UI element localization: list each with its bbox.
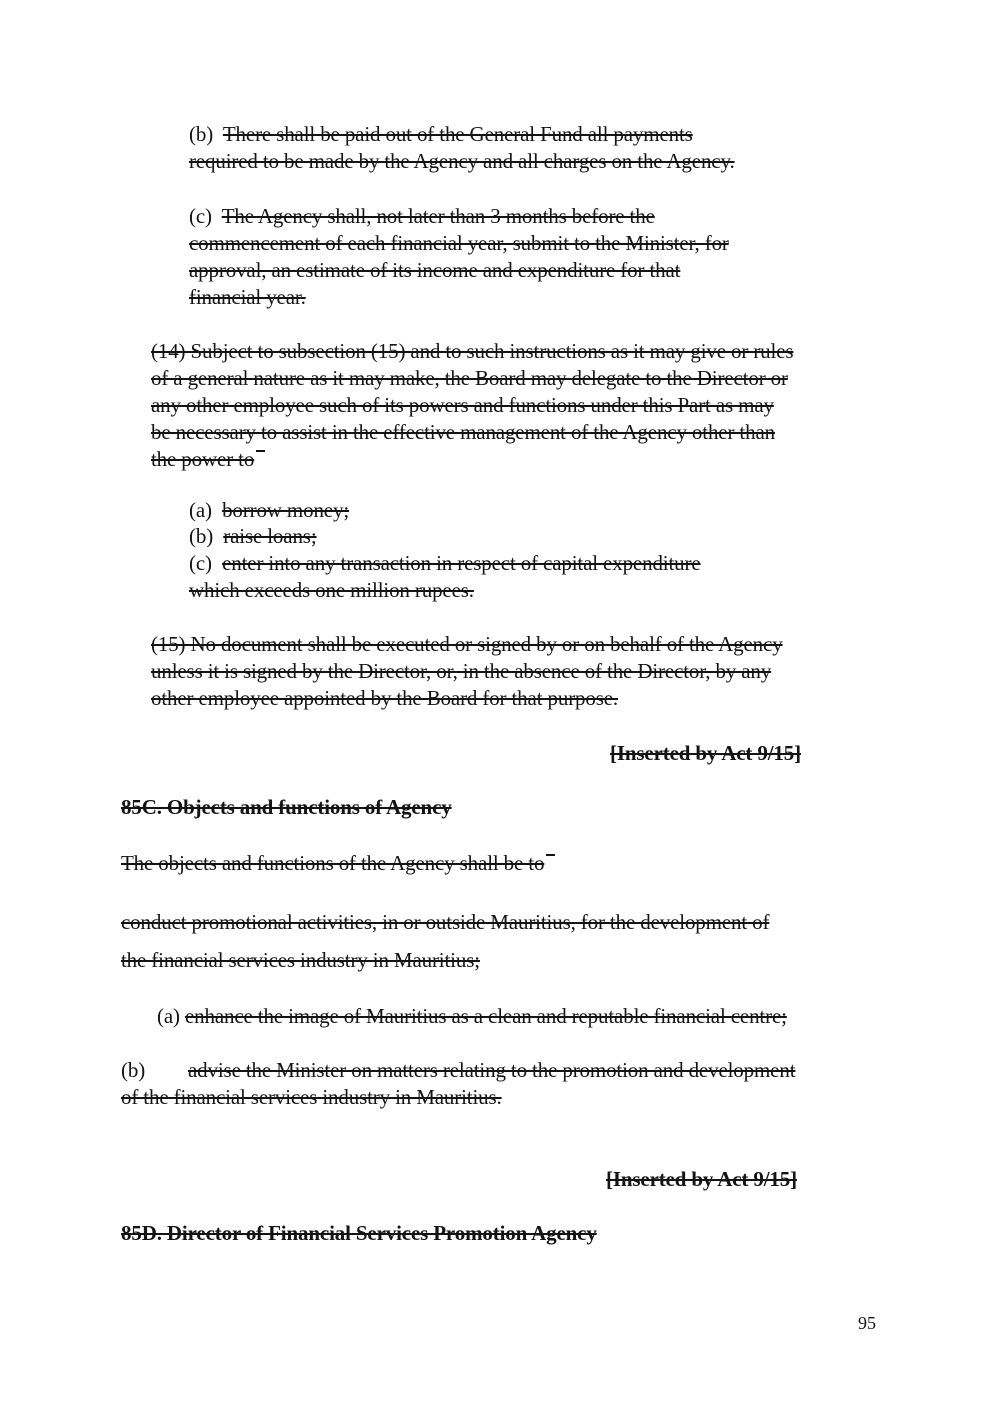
insertion-note: [Inserted by Act 9/15] [610,741,801,765]
section-85c-item-b [121,1057,795,1084]
subsection-14-line-2: of a general nature as it may make, the Board may delegate to the Director or [151,366,788,390]
item-label: (a) [157,1004,180,1028]
item-c-line-3: approval, an estimate of its income and expenditure for that [189,258,681,282]
struck-text: advise the Minister on matters relating to the promotion and development [188,1058,796,1082]
struck-text: raise loans; [223,524,317,548]
item-label: (b) [189,122,214,146]
section-85c-para-line-1: conduct promotional activities, in or outside Mauritius, for the development of [121,910,770,934]
subsection-15-line-2: unless it is signed by the Director, or, in the absence of the Director, by any [151,659,772,683]
struck-text: borrow money; [222,498,350,522]
item-c-line-2: commencement of each financial year, submit to the Minister, for [189,231,729,255]
section-heading-85d: 85D. Director of Financial Services Promotion Agency [121,1221,597,1245]
em-dash [546,854,555,856]
item-c-line-4: financial year. [189,285,306,309]
section-85c-para-line-2: the financial services industry in Mauritius; [121,948,480,972]
struck-text: The Agency shall, not later than 3 months before the [221,204,655,228]
item-label: (b) [189,524,214,548]
item-label: (c) [189,551,212,575]
item-b-line-2: required to be made by the Agency and all charges on the Agency. [189,149,735,173]
subsection-15-line-3: other employee appointed by the Board for that purpose. [151,686,619,710]
item-label: (b) [121,1058,146,1082]
struck-text: There shall be paid out of the General Fund all payments [222,122,693,146]
subsection-14-line-3: any other employee such of its powers and functions under this Part as may [151,393,774,417]
list-item-a [189,497,349,524]
list-item-b [189,523,317,550]
struck-text: The objects and functions of the Agency shall be to [121,851,545,875]
section-85c-item-b-line-2: of the financial services industry in Mauritius. [121,1085,502,1109]
list-item-c [189,550,701,577]
subsection-14-line-4: be necessary to assist in the effective management of the Agency other than [151,420,775,444]
item-label: (a) [189,498,212,522]
section-85c-intro [121,850,555,877]
em-dash [256,450,265,452]
item-label: (c) [189,204,212,228]
list-item-c-line-2: which exceeds one million rupees. [189,578,474,602]
section-85c-item-a [157,1003,787,1030]
subsection-14-line-1: (14) Subject to subsection (15) and to such instructions as it may give or rules [151,339,794,363]
insertion-note: [Inserted by Act 9/15] [606,1167,797,1191]
subsection-15-line-1: (15) No document shall be executed or signed by or on behalf of the Agency [151,632,783,656]
section-heading-85c: 85C. Objects and functions of Agency [121,795,452,819]
subsection-14-line-5 [151,446,265,473]
struck-text: the power to [151,447,255,471]
item-b-line-1 [189,121,693,148]
struck-text: enter into any transaction in respect of capital expenditure [222,551,701,575]
struck-text: enhance the image of Mauritius as a clean and reputable financial centre; [184,1004,787,1028]
page-number: 95 [858,1313,876,1333]
item-c-line-1 [189,203,655,230]
